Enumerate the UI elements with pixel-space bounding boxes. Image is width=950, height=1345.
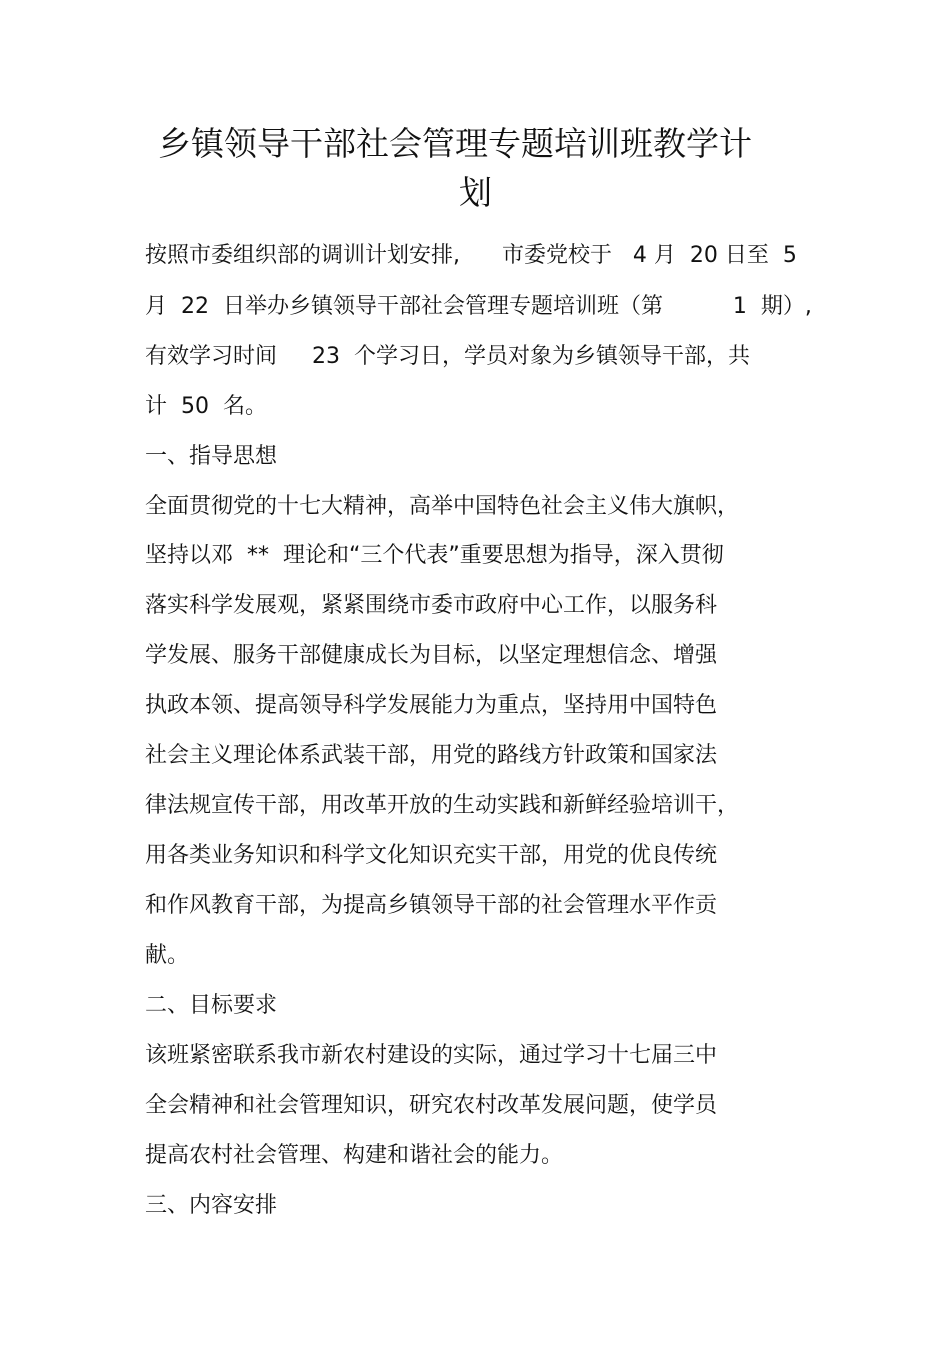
section2-line-1: 该班紧密联系我市新农村建设的实际，通过学习十七届三中	[145, 1043, 718, 1068]
section1-line-4: 学发展、服务干部健康成长为目标，以坚定理想信念、增强	[145, 643, 718, 668]
intro-line-4: 计 50 名。	[145, 394, 267, 419]
section1-line-2: 坚持以邓 ** 理论和“三个代表”重要思想为指导，深入贯彻	[145, 543, 724, 568]
section1-line-6: 社会主义理论体系武装干部，用党的路线方针政策和国家法	[145, 743, 718, 768]
section2-line-2: 全会精神和社会管理知识，研究农村改革发展问题，使学员	[145, 1093, 718, 1118]
document-title-line-1: 乡镇领导干部社会管理专题培训班教学计	[158, 124, 752, 163]
section1-line-7: 律法规宣传干部，用改革开放的生动实践和新鲜经验培训干，	[145, 793, 740, 818]
section-heading-content-arrangement: 三、内容安排	[145, 1193, 278, 1218]
intro-line-1: 按照市委组织部的调训计划安排, 市委党校于 4 月 20 日至 5	[145, 243, 797, 268]
section-heading-goals: 二、目标要求	[145, 993, 278, 1018]
section1-line-3: 落实科学发展观，紧紧围绕市委市政府中心工作，以服务科	[145, 593, 718, 618]
intro-line-2: 月 22 日举办乡镇领导干部社会管理专题培训班（第 1 期）,	[145, 294, 812, 319]
section1-line-1: 全面贯彻党的十七大精神，高举中国特色社会主义伟大旗帜，	[145, 494, 740, 519]
section1-line-8: 用各类业务知识和科学文化知识充实干部，用党的优良传统	[145, 843, 718, 868]
section1-line-9: 和作风教育干部，为提高乡镇领导干部的社会管理水平作贡	[145, 893, 718, 918]
intro-line-3: 有效学习时间 23 个学习日，学员对象为乡镇领导干部，共	[145, 344, 750, 369]
section-heading-guiding-ideology: 一、指导思想	[145, 444, 278, 469]
document-title-line-2: 划	[459, 173, 492, 212]
section1-line-10: 献。	[145, 943, 190, 968]
section1-line-5: 执政本领、提高领导科学发展能力为重点，坚持用中国特色	[145, 693, 718, 718]
section2-line-3: 提高农村社会管理、构建和谐社会的能力。	[145, 1143, 564, 1168]
